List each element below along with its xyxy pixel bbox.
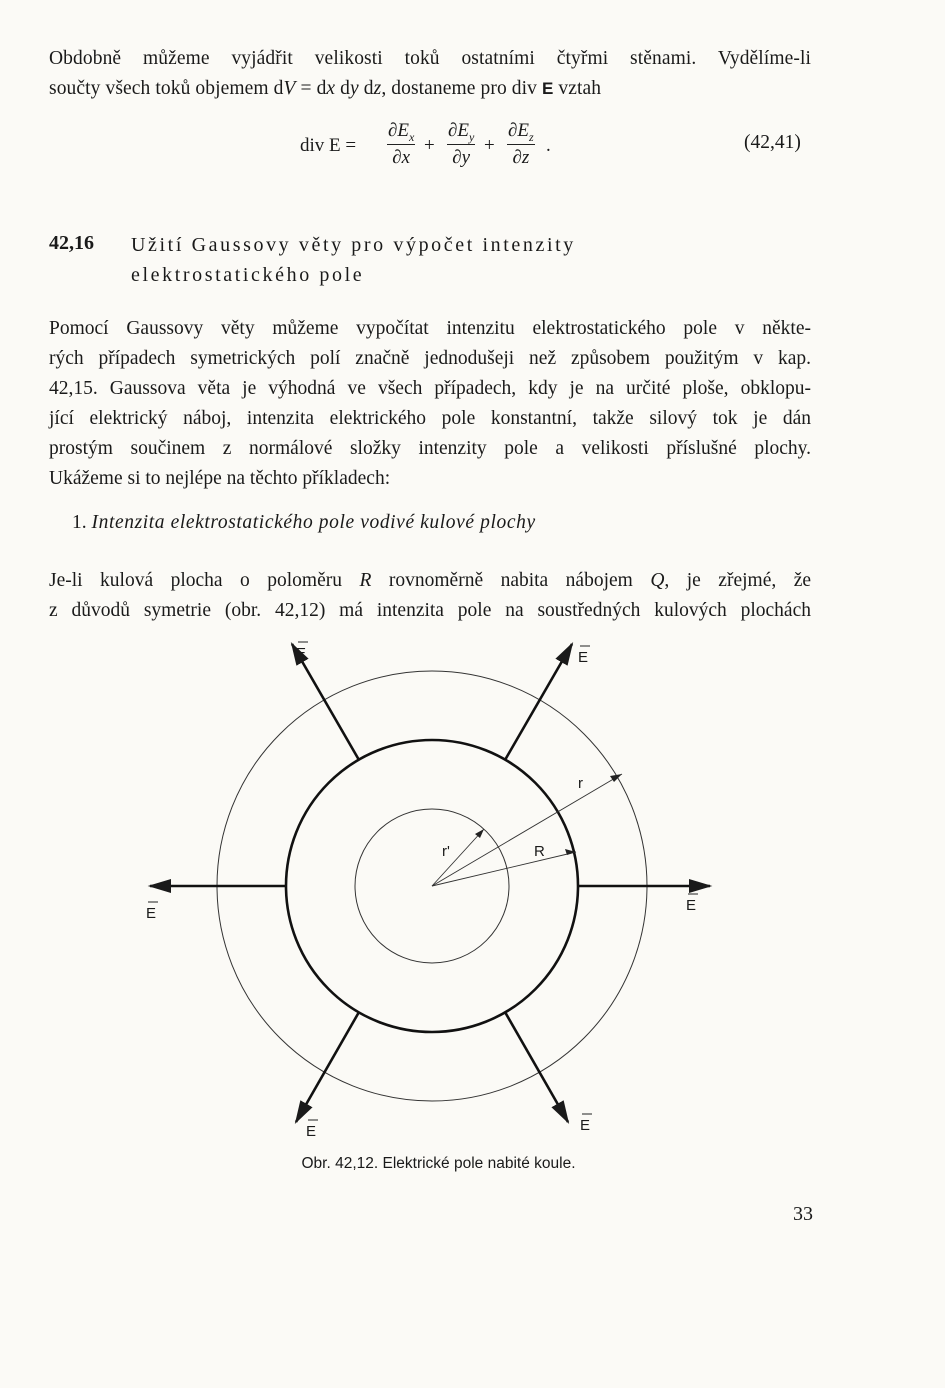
paragraph-line: prostým součinem z normálové složky intenzity pole a velikosti příslušné plochy. <box>49 438 811 459</box>
paragraph-line: Ukážeme si to nejlépe na těchto příkladech: <box>49 468 391 489</box>
x-symbol: x <box>326 78 336 99</box>
gauss-paragraph <box>49 314 811 494</box>
label-E-right <box>686 894 698 914</box>
vector-E-symbol: E <box>542 79 554 98</box>
subscript-x: x <box>409 129 415 144</box>
label-r-outer: r <box>578 775 583 792</box>
label-E-left <box>146 902 158 922</box>
y-symbol: y <box>350 78 359 99</box>
intro-text: , dostaneme pro div <box>381 78 542 99</box>
partial-E: ∂E <box>508 120 529 141</box>
E-label: E <box>580 1117 591 1134</box>
paragraph-line <box>49 566 811 596</box>
paragraph-text: Je-li kulová plocha o poloměru <box>49 570 360 591</box>
section-title-line-2: elektrostatického pole <box>131 264 365 286</box>
intro-text: d <box>335 78 351 99</box>
section-title-line-1: Užití Gaussovy věty pro výpočet intenzity <box>131 234 576 256</box>
page-number: 33 <box>793 1203 813 1225</box>
fraction-x <box>386 118 416 171</box>
label-E-top-left <box>296 642 308 662</box>
paragraph-line: jící elektrický náboj, intenzita elektrického pole konstantní, takže silový tok je dán <box>49 408 811 429</box>
sphere-paragraph <box>49 566 811 626</box>
denominator-x: ∂x <box>392 147 411 168</box>
caption-text: Obr. 42,12. Elektrické pole nabité koule. <box>301 1155 576 1172</box>
label-r-inner: r' <box>442 843 450 860</box>
label-E-bottom-right <box>580 1114 592 1134</box>
section-number: 42,16 <box>49 232 94 254</box>
paragraph-text: rovnoměrně nabita nábojem <box>371 570 651 591</box>
figure-caption <box>0 1155 945 1173</box>
intro-text: d <box>358 78 374 99</box>
intro-text: vztah <box>553 78 602 99</box>
subscript-z: z <box>529 129 534 144</box>
field-line-top-right <box>505 644 572 760</box>
intro-line-1: Obdobně můžeme vyjádřit velikosti toků ostatními čtyřmi stěnami. Vydělíme-li <box>49 48 811 69</box>
subsection-heading <box>72 512 536 534</box>
partial-E: ∂E <box>448 120 469 141</box>
paragraph-text: , je zřejmé, že <box>664 570 812 591</box>
radius-line-r-inner <box>432 829 484 886</box>
label-E-bottom-left <box>306 1120 318 1140</box>
fraction-y <box>446 118 476 171</box>
equation-number: (42,41) <box>744 132 801 153</box>
intro-text: = d <box>295 78 327 99</box>
numerator-y <box>446 118 476 144</box>
subsection-title: Intenzita elektrostatického pole vodivé kulové plochy <box>91 512 536 533</box>
paragraph-line: z důvodů symetrie (obr. 42,12) má intenzita pole na soustředných kulových plochách <box>49 600 811 621</box>
arrow-r-inner <box>475 829 484 838</box>
section-title <box>131 230 576 290</box>
intro-text: součty všech toků objemem d <box>49 78 284 99</box>
intro-paragraph <box>49 44 811 104</box>
E-label: E <box>578 649 589 666</box>
z-symbol: z <box>373 78 382 99</box>
field-line-bottom-left <box>296 1012 359 1122</box>
E-label: E <box>146 905 157 922</box>
E-label: E <box>306 1123 317 1140</box>
equation-lhs: div E = <box>300 135 357 156</box>
charged-sphere-figure <box>140 634 720 1154</box>
radius-symbol: R <box>359 570 372 591</box>
E-label: E <box>296 645 307 662</box>
charge-symbol: Q <box>650 570 665 591</box>
paragraph-line: rých případech symetrických polí značně jednodušeji než způsobem použitým v kap. <box>49 348 811 369</box>
denominator-y: ∂y <box>452 147 471 168</box>
paragraph-line: 42,15. Gaussova věta je výhodná ve všech případech, kdy je na určité ploše, obklopu- <box>49 378 811 399</box>
equation-period: . <box>546 135 551 156</box>
plus-sign: + <box>484 135 495 156</box>
volume-symbol: V <box>283 78 296 99</box>
label-E-top-right <box>578 646 590 666</box>
E-label: E <box>686 897 697 914</box>
fraction-z <box>506 118 536 171</box>
field-line-bottom-right <box>505 1012 568 1122</box>
numerator-x <box>386 118 416 144</box>
subscript-y: y <box>469 129 475 144</box>
numerator-z <box>506 118 536 144</box>
partial-E: ∂E <box>388 120 409 141</box>
subsection-number: 1. <box>72 512 87 533</box>
intro-line-2 <box>49 74 811 104</box>
denominator-z: ∂z <box>512 147 530 168</box>
radius-line-r-outer <box>432 774 622 886</box>
arrow-r-outer <box>610 774 622 782</box>
paragraph-line: Pomocí Gaussovy věty můžeme vypočítat intenzitu elektrostatického pole v někte- <box>49 318 811 339</box>
plus-sign: + <box>424 135 435 156</box>
label-R: R <box>534 843 545 860</box>
radius-line-R <box>432 852 576 886</box>
